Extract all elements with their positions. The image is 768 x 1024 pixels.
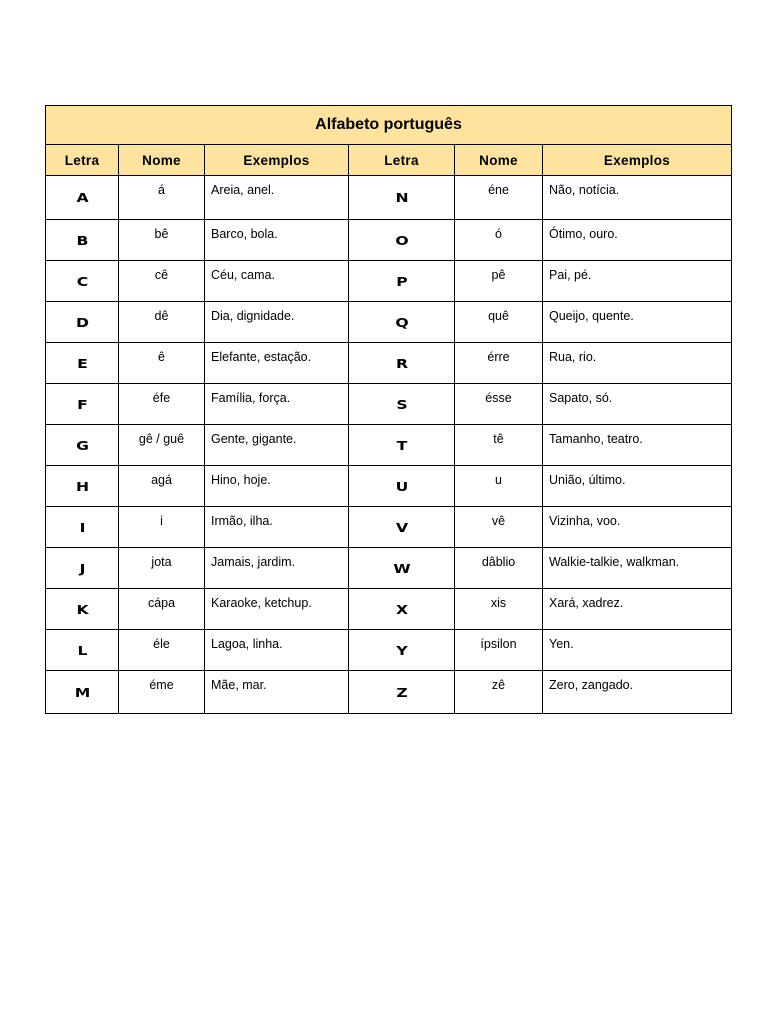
letter-cell: G xyxy=(36,425,127,466)
letter-cell: U xyxy=(335,466,468,507)
examples-cell: Elefante, estação. xyxy=(205,343,349,384)
letter-name-cell: éme xyxy=(119,671,205,714)
letter-name-cell: quê xyxy=(455,302,543,343)
examples-cell: Jamais, jardim. xyxy=(205,548,349,589)
table-row xyxy=(46,425,732,466)
table-row xyxy=(46,466,732,507)
column-header-examples: Exemplos xyxy=(543,145,732,176)
examples-cell: Zero, zangado. xyxy=(543,671,732,714)
letter-cell: Q xyxy=(335,302,468,343)
column-header-letter: Letra xyxy=(46,145,119,176)
letter-name-cell: érre xyxy=(455,343,543,384)
letter-name-cell: ê xyxy=(119,343,205,384)
letter-cell: O xyxy=(335,220,468,261)
letter-name-cell: u xyxy=(455,466,543,507)
letter-cell: N xyxy=(335,176,468,220)
letter-name-cell: dâblio xyxy=(455,548,543,589)
table-row xyxy=(46,176,732,220)
table-row xyxy=(46,343,732,384)
letter-cell: J xyxy=(36,548,127,589)
letter-name-cell: ésse xyxy=(455,384,543,425)
table-title: Alfabeto português xyxy=(46,106,732,145)
examples-cell: Rua, rio. xyxy=(543,343,732,384)
column-header-examples: Exemplos xyxy=(205,145,349,176)
table-row xyxy=(46,548,732,589)
letter-cell: R xyxy=(335,343,468,384)
examples-cell: Barco, bola. xyxy=(205,220,349,261)
letter-name-cell: xis xyxy=(455,589,543,630)
letter-name-cell: bê xyxy=(119,220,205,261)
examples-cell: Queijo, quente. xyxy=(543,302,732,343)
letter-name-cell: jota xyxy=(119,548,205,589)
table-row xyxy=(46,261,732,302)
letter-name-cell: agá xyxy=(119,466,205,507)
table-body xyxy=(46,176,732,714)
letter-cell: W xyxy=(335,548,468,589)
examples-cell: Gente, gigante. xyxy=(205,425,349,466)
letter-name-cell: tê xyxy=(455,425,543,466)
examples-cell: Ótimo, ouro. xyxy=(543,220,732,261)
letter-cell: D xyxy=(36,302,127,343)
letter-cell: A xyxy=(36,176,127,220)
table-row xyxy=(46,507,732,548)
letter-cell: T xyxy=(335,425,468,466)
letter-cell: K xyxy=(36,589,127,630)
letter-cell: B xyxy=(36,220,127,261)
letter-name-cell: cê xyxy=(119,261,205,302)
letter-name-cell: vê xyxy=(455,507,543,548)
examples-cell: Não, notícia. xyxy=(543,176,732,220)
letter-cell: X xyxy=(335,589,468,630)
letter-name-cell: éne xyxy=(455,176,543,220)
letter-cell: C xyxy=(36,261,127,302)
letter-cell: Y xyxy=(335,630,468,671)
table-row xyxy=(46,589,732,630)
table-row xyxy=(46,384,732,425)
examples-cell: Mãe, mar. xyxy=(205,671,349,714)
letter-cell: L xyxy=(36,630,127,671)
letter-name-cell: zê xyxy=(455,671,543,714)
letter-cell: V xyxy=(335,507,468,548)
letter-cell: I xyxy=(36,507,127,548)
letter-name-cell: dê xyxy=(119,302,205,343)
letter-cell: Z xyxy=(335,671,468,714)
examples-cell: Xará, xadrez. xyxy=(543,589,732,630)
column-header-letter: Letra xyxy=(349,145,455,176)
letter-name-cell: ípsilon xyxy=(455,630,543,671)
table-row xyxy=(46,671,732,714)
table-row xyxy=(46,220,732,261)
letter-name-cell: á xyxy=(119,176,205,220)
header-row xyxy=(46,145,732,176)
column-header-name: Nome xyxy=(119,145,205,176)
column-header-name: Nome xyxy=(455,145,543,176)
letter-name-cell: ó xyxy=(455,220,543,261)
examples-cell: Yen. xyxy=(543,630,732,671)
examples-cell: Tamanho, teatro. xyxy=(543,425,732,466)
letter-cell: P xyxy=(335,261,468,302)
letter-cell: E xyxy=(36,343,127,384)
letter-name-cell: cápa xyxy=(119,589,205,630)
examples-cell: Walkie-talkie, walkman. xyxy=(543,548,732,589)
examples-cell: Sapato, só. xyxy=(543,384,732,425)
examples-cell: Irmão, ilha. xyxy=(205,507,349,548)
letter-cell: M xyxy=(36,671,127,714)
examples-cell: Areia, anel. xyxy=(205,176,349,220)
letter-name-cell: gê / guê xyxy=(119,425,205,466)
examples-cell: Família, força. xyxy=(205,384,349,425)
letter-cell: H xyxy=(36,466,127,507)
examples-cell: Céu, cama. xyxy=(205,261,349,302)
letter-name-cell: éle xyxy=(119,630,205,671)
examples-cell: Karaoke, ketchup. xyxy=(205,589,349,630)
letter-name-cell: pê xyxy=(455,261,543,302)
examples-cell: Lagoa, linha. xyxy=(205,630,349,671)
alphabet-table xyxy=(45,105,732,714)
letter-cell: F xyxy=(36,384,127,425)
table-row xyxy=(46,302,732,343)
examples-cell: Dia, dignidade. xyxy=(205,302,349,343)
examples-cell: Pai, pé. xyxy=(543,261,732,302)
examples-cell: União, último. xyxy=(543,466,732,507)
letter-cell: S xyxy=(335,384,468,425)
letter-name-cell: éfe xyxy=(119,384,205,425)
letter-name-cell: i xyxy=(119,507,205,548)
examples-cell: Vizinha, voo. xyxy=(543,507,732,548)
table-row xyxy=(46,630,732,671)
examples-cell: Hino, hoje. xyxy=(205,466,349,507)
